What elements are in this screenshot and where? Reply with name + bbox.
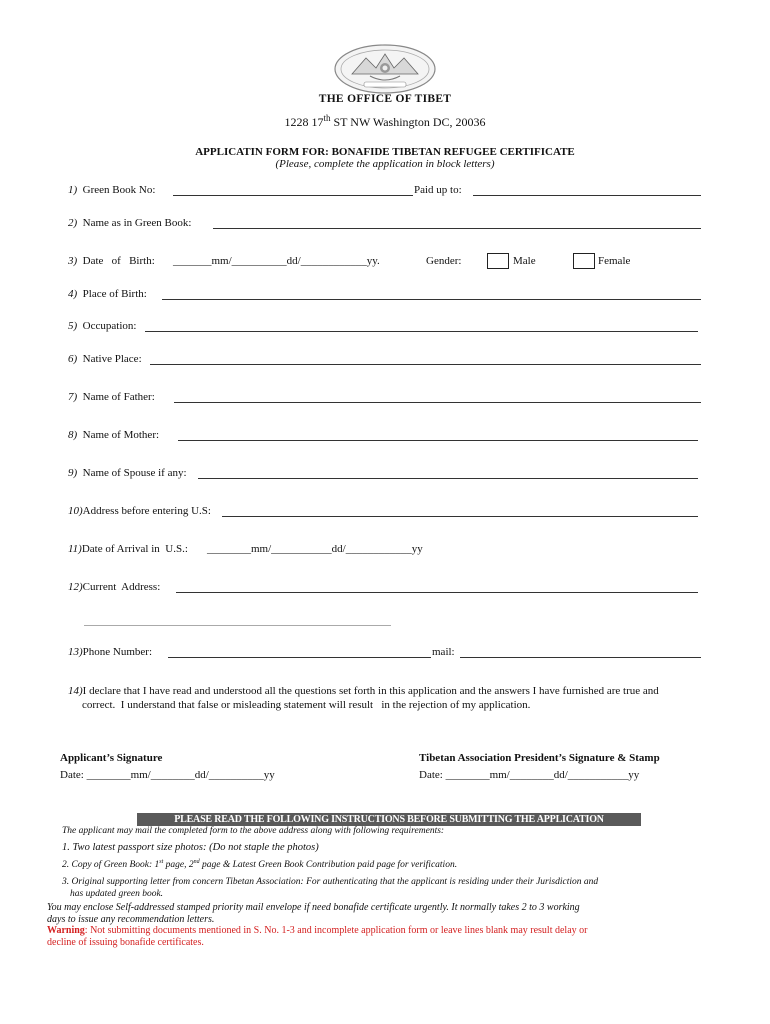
- mother-name-label: 8) Name of Mother:: [68, 429, 160, 441]
- applicant-signature-label: Applicant’s Signature: [60, 752, 163, 764]
- father-name-label: 7) Name of Father:: [68, 391, 155, 403]
- urgent-mail-note: You may enclose Self-addressed stamped priority mail envelope if need bonafide certificate urgently. It normally takes 2 to 3 working days to issue any recommendation letters.: [47, 902, 580, 925]
- instructions-intro: The applicant may mail the completed form to the above address along with following requirements:: [62, 826, 445, 836]
- current-address-input-line2[interactable]: [84, 624, 391, 626]
- spouse-name-label: 9) Name of Spouse if any:: [68, 467, 187, 479]
- office-title: THE OFFICE OF TIBET: [318, 93, 452, 105]
- president-signature-label: Tibetan Association President’s Signature & Stamp: [419, 752, 660, 764]
- instruction-item-2: 2. Copy of Green Book: 1st page, 2nd page & Latest Green Book Contribution paid page for verification.: [62, 859, 458, 871]
- instructions-banner: PLEASE READ THE FOLLOWING INSTRUCTIONS BEFORE SUBMITTING THE APPLICATION: [137, 813, 641, 826]
- paid-up-to-label: Paid up to:: [414, 184, 462, 196]
- warning-note: Warning: Not submitting documents mentioned in S. No. 1-3 and incomplete application form or leave lines blank may result delay or decline of issuing bonafide certificates.: [47, 925, 588, 948]
- form-subtitle: (Please, complete the application in block letters): [275, 158, 495, 170]
- spouse-name-input[interactable]: [198, 477, 698, 479]
- phone-label: 13)Phone Number:: [68, 646, 153, 658]
- father-name-input[interactable]: [174, 401, 701, 403]
- arrival-date-label: 11)Date of Arrival in U.S.:: [68, 543, 188, 555]
- arrival-date-input[interactable]: ________mm/___________dd/____________yy: [207, 543, 423, 555]
- phone-input[interactable]: [168, 656, 431, 658]
- green-book-input[interactable]: [173, 194, 413, 196]
- email-input[interactable]: [460, 656, 701, 658]
- dob-label: 3) Date of Birth:: [68, 255, 155, 267]
- instruction-item-1: 1. Two latest passport size photos: (Do not staple the photos): [62, 842, 319, 853]
- occupation-input[interactable]: [145, 330, 698, 332]
- place-of-birth-label: 4) Place of Birth:: [68, 288, 147, 300]
- prior-address-label: 10)Address before entering U.S:: [68, 505, 211, 517]
- place-of-birth-input[interactable]: [162, 298, 701, 300]
- native-place-input[interactable]: [150, 363, 701, 365]
- occupation-label: 5) Occupation:: [68, 320, 137, 332]
- prior-address-input[interactable]: [222, 515, 698, 517]
- female-checkbox[interactable]: [573, 253, 595, 269]
- email-label: mail:: [432, 646, 455, 658]
- mother-name-input[interactable]: [178, 439, 698, 441]
- name-input[interactable]: [213, 227, 701, 229]
- current-address-label: 12)Current Address:: [68, 581, 161, 593]
- gender-label: Gender:: [426, 255, 462, 267]
- male-label: Male: [513, 255, 536, 267]
- form-title: APPLICATIN FORM FOR: BONAFIDE TIBETAN REFUGEE CERTIFICATE: [195, 146, 575, 158]
- declaration-text: 14)I declare that I have read and understood all the questions set forth in this application and the answers I have furnished are true and correct. I understand that false or misleading statement will result in the rejection of my application.: [68, 685, 659, 711]
- tibet-emblem-seal-icon: [334, 44, 436, 94]
- dob-input[interactable]: _______mm/__________dd/____________yy.: [173, 255, 380, 267]
- male-checkbox[interactable]: [487, 253, 509, 269]
- female-label: Female: [598, 255, 631, 267]
- green-book-label: 1) Green Book No:: [68, 184, 156, 196]
- current-address-input[interactable]: [176, 591, 698, 593]
- president-signature-date[interactable]: Date: ________mm/________dd/___________yy: [419, 769, 640, 781]
- applicant-signature-date[interactable]: Date: ________mm/________dd/__________yy: [60, 769, 275, 781]
- name-label: 2) Name as in Green Book:: [68, 217, 192, 229]
- office-address: 1228 17th ST NW Washington DC, 20036: [284, 113, 486, 129]
- instruction-item-3: 3. Original supporting letter from concern Tibetan Association: For authenticating that the applicant is residing under their Jurisdiction and has updated green book.: [62, 877, 599, 899]
- paid-up-to-input[interactable]: [473, 194, 701, 196]
- native-place-label: 6) Native Place:: [68, 353, 142, 365]
